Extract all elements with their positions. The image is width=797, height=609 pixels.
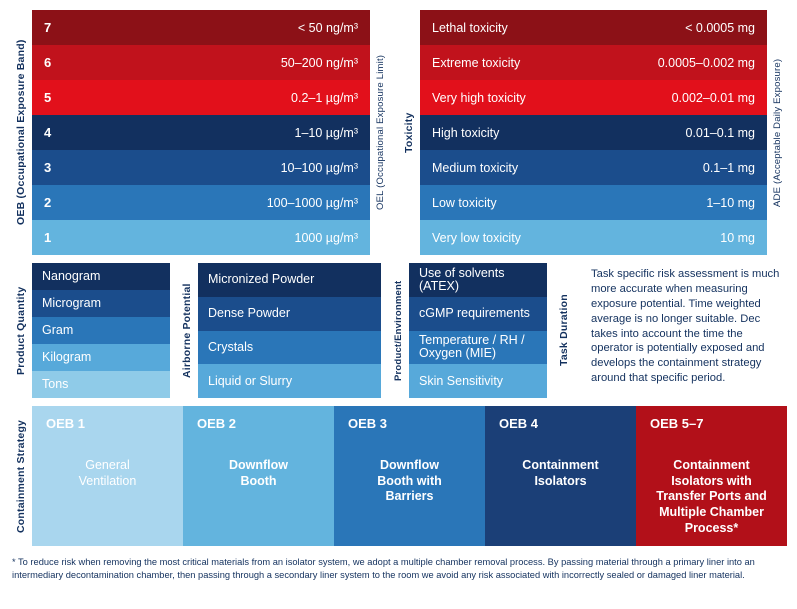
band-value: 100–1000 µg/m³	[266, 195, 358, 210]
factor-item: Kilogram	[32, 344, 170, 371]
band-row	[32, 45, 370, 80]
band-row	[32, 10, 370, 45]
factor-group-task-duration	[553, 263, 575, 398]
factor-group-product-environment	[387, 263, 547, 398]
containment-cell-description: Downflow Booth with Barriers	[377, 458, 442, 504]
band-value: 0.2–1 µg/m³	[291, 90, 358, 105]
factor-axis-airborne-potential	[176, 263, 198, 398]
toxicity-axis	[398, 10, 420, 255]
factor-item: Crystals	[198, 331, 381, 365]
band-row	[420, 220, 767, 255]
ade-label: ADE (Acceptable Daily Exposure)	[771, 58, 783, 207]
band-label: 3	[44, 160, 52, 175]
ade-sidecap	[767, 10, 787, 255]
factor-item: Nanogram	[32, 263, 170, 290]
factor-axis-label: Product Quantity	[15, 286, 27, 375]
factor-group-product-quantity	[10, 263, 170, 398]
footnote: * To reduce risk when removing the most critical materials from an isolator system, we adopt a multiple chamber removal process. By passing material through a primary liner into an intermediary decontamination chamber, then passing through a secondary liner system to the room we avoid any risk associated with incorrectly sealed or damaged liner material.	[12, 557, 755, 581]
band-row	[420, 10, 767, 45]
containment-cell[interactable]	[334, 406, 485, 546]
containment-cell-title: OEB 2	[197, 416, 237, 431]
band-value: 0.1–1 mg	[702, 160, 755, 175]
toxicity-panel	[398, 10, 787, 255]
containment-cells	[32, 406, 787, 546]
band-row	[420, 45, 767, 80]
band-row	[32, 80, 370, 115]
band-value: < 0.0005 mg	[685, 20, 755, 35]
factor-group-airborne-potential	[176, 263, 381, 398]
factor-axis-product-quantity	[10, 263, 32, 398]
containment-cell-description: General Ventilation	[78, 458, 137, 488]
factor-item: Skin Sensitivity	[409, 364, 547, 398]
band-value: 10 mg	[720, 230, 755, 245]
band-label: Extreme toxicity	[432, 55, 521, 70]
containment-cell-title: OEB 5–7	[650, 416, 704, 431]
band-row	[32, 115, 370, 150]
band-value: 0.0005–0.002 mg	[657, 55, 755, 70]
band-row	[420, 150, 767, 185]
band-value: 1000 µg/m³	[294, 230, 358, 245]
band-value: 50–200 ng/m³	[280, 55, 358, 70]
containment-cell-description: Downflow Booth	[228, 458, 288, 488]
containment-axis	[10, 406, 32, 546]
band-label: 6	[44, 55, 52, 70]
factor-item: Dense Powder	[198, 297, 381, 331]
band-label: 1	[44, 230, 52, 245]
toxicity-axis-label: Toxicity	[403, 112, 415, 153]
oel-label: OEL (Occupational Exposure Limit)	[374, 54, 386, 211]
factor-items-airborne-potential	[198, 263, 381, 398]
band-value: 0.01–0.1 mg	[685, 125, 755, 140]
band-label: Very high toxicity	[432, 90, 526, 105]
factor-item: Microgram	[32, 290, 170, 317]
band-row	[32, 185, 370, 220]
factor-item: cGMP requirements	[409, 297, 547, 331]
exposure-row	[10, 10, 787, 255]
factor-axis-label: Airborne Potential	[181, 283, 193, 378]
band-label: Lethal toxicity	[432, 20, 508, 35]
oel-sidecap	[370, 10, 390, 255]
band-row	[420, 115, 767, 150]
oeb-axis	[10, 10, 32, 255]
factor-axis-label: Task Duration	[558, 294, 570, 367]
factor-axis-label: Product/Environment	[392, 280, 404, 381]
band-value: < 50 ng/m³	[297, 20, 358, 35]
containment-cell-description: Containment Isolators	[522, 458, 599, 488]
band-value: 1–10 µg/m³	[294, 125, 358, 140]
containment-cell-title: OEB 3	[348, 416, 388, 431]
oeb-panel	[10, 10, 390, 255]
factor-axis-task-duration	[553, 263, 575, 398]
containment-cell[interactable]	[636, 406, 787, 546]
band-row	[420, 185, 767, 220]
containment-axis-label: Containment Strategy	[15, 419, 27, 533]
factor-item: Use of solvents (ATEX)	[409, 263, 547, 297]
containment-cell-description: Containment Isolators with Transfer Ports and Multiple Chamber Process*	[656, 458, 767, 535]
factors-row	[10, 263, 787, 398]
toxicity-bands	[420, 10, 767, 255]
factor-item: Micronized Powder	[198, 263, 381, 297]
band-label: 7	[44, 20, 52, 35]
factor-items-product-environment	[409, 263, 547, 398]
band-label: Very low toxicity	[432, 230, 521, 245]
factor-items-product-quantity	[32, 263, 170, 398]
oeb-axis-label: OEB (Occupational Exposure Band)	[15, 39, 27, 226]
factor-item: Liquid or Slurry	[198, 364, 381, 398]
band-label: 4	[44, 125, 52, 140]
band-row	[420, 80, 767, 115]
band-value: 10–100 µg/m³	[280, 160, 358, 175]
containment-row	[10, 406, 787, 546]
band-row	[32, 150, 370, 185]
band-label: High toxicity	[432, 125, 500, 140]
band-label: 5	[44, 90, 52, 105]
factor-item: Tons	[32, 371, 170, 398]
containment-cell-title: OEB 1	[46, 416, 86, 431]
task-duration-note: Task specific risk assessment is much more accurate when measuring exposure potential. Time weighted average is no longer suitable. Dec takes into account the time the operator is potentially exposed and develops the containment strategy around that specific period.	[581, 263, 787, 398]
containment-cell[interactable]	[32, 406, 183, 546]
factor-item: Gram	[32, 317, 170, 344]
band-label: Low toxicity	[432, 195, 497, 210]
band-value: 1–10 mg	[706, 195, 755, 210]
oeb-bands	[32, 10, 370, 255]
containment-cell[interactable]	[183, 406, 334, 546]
band-label: Medium toxicity	[432, 160, 519, 175]
containment-cell[interactable]	[485, 406, 636, 546]
containment-cell-title: OEB 4	[499, 416, 539, 431]
factor-item: Temperature / RH / Oxygen (MIE)	[409, 331, 547, 365]
band-label: 2	[44, 195, 52, 210]
factor-axis-product-environment	[387, 263, 409, 398]
band-value: 0.002–0.01 mg	[671, 90, 755, 105]
band-row	[32, 220, 370, 255]
